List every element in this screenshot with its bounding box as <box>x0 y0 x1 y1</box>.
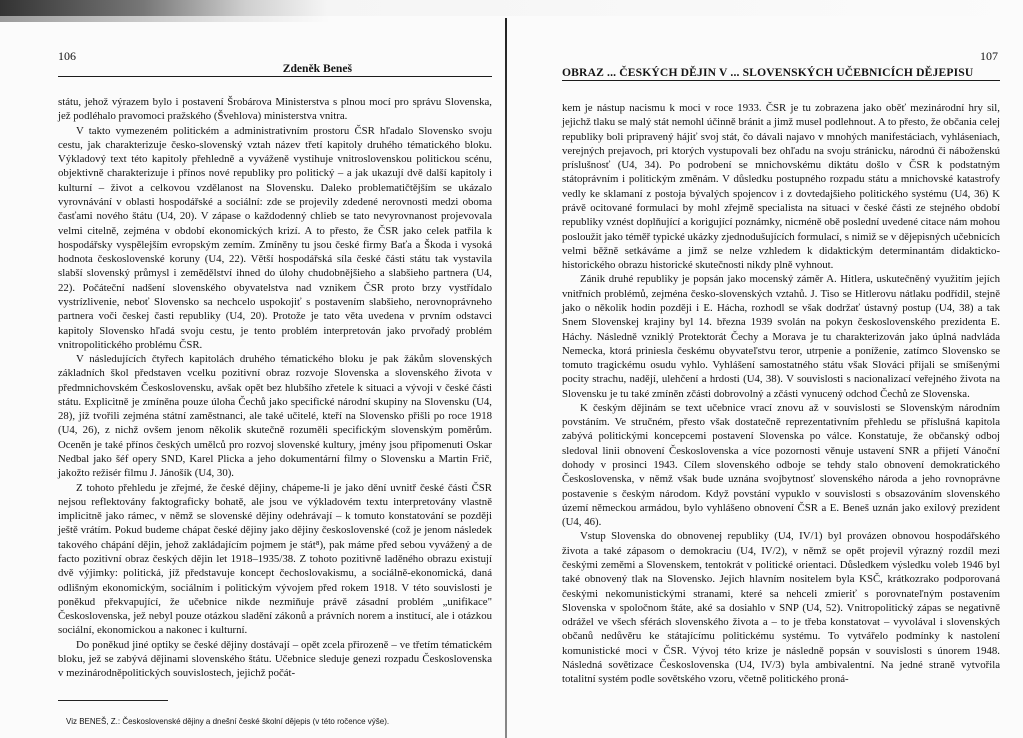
scan-edge-top <box>0 0 1023 16</box>
footnote: Viz BENEŠ, Z.: Československé dějiny a dnešní české školní dějepis (v této ročence výše). <box>66 717 390 726</box>
body-text <box>562 101 1000 687</box>
running-head: OBRAZ ... ČESKÝCH DĚJIN V ... SLOVENSKÝCH UČEBNICÍCH DĚJEPISU <box>562 66 1000 81</box>
body-text <box>58 95 492 681</box>
paragraph: Vstup Slovenska do obnovenej republiky (U4, IV/1) byl provázen obnovou hospodářského života a také zápasom o demokraciu (U4, IV/2), v němž se opět projevil výrazný rozdíl mezi českými zeměmi a Slovenskem, tentokrát v politické orientaci. Důsledkem výsledku voleb 1946 byl také obnovený tlak na Slovensko. Jejich hlavním nositelem byla KSČ, krátkozrako podporovaná českými nekomunistickými stranami, které sa nehceli zmieriť s porovnateľným postavením Slovenska v spoločnom štáte, aké sa dosiahlo v SNP (U4, 52). Vnitropolitický zápas se negativně odrážel ve všech sférách slovenského života a – to je třeba konstatovat – vyvolával i slovenských občanů nedůvěru ke státajícímu politickému systému. To vytvářelo podmínky k nastolení komunistické moci v ČSR. Vývoj této krize je následně popsán v souvislosti s únorem 1948. Následná sovětizace Československa (U4, IV/3) byla ambivalentní. Na jedné straně vytvořila totalitní systém podle sovětského vzoru, včetně politického proná- <box>562 530 1000 686</box>
paragraph: kem je nástup nacismu k moci v roce 1933. ČSR je tu zobrazena jako oběť mezinárodní hry sil, jejichž tlaku se malý stát nemohl účinně bránit a jimž musel podlehnout. A to přesto, že občania celej republiky boli pripravený hájiť svoj stát, čo dávali najavo v mnohých manifestáciach, vyhláseniach, verejných prejavoch, pri ktorých vystupovali bez ohľadu na svoju stránicku, národnú či náboženskú príslušnosť (U4, 34). Po podrobení se mnichovskému diktátu došlo v ČSR k podstatným státoprávním i politickým změnám. V důsledku postupného rozpadu státu a mnichovské katastrofy vedly ke sklamaní z postoja bývalých spojencov i z dovtedajšieho politického systému (U4, 36) K právě ocitované formulaci by mohl zřejmě specialista na situaci v české části ze stejného období republiky vznést doplňující a korigující poznámky, nicméně obě poslední uvedené citace nám mohou posloužit jako téměř typické ukázky zjednodušujících formulací, s nimiž se v dějepisných učebnicích velmi běžně setkáváme a jimž se nelze vzhledem k didaktickým determinantám didakticko-historického obrazu historické skutečnosti nikdy plně vyhnout. <box>562 102 1000 272</box>
scan-edge-shadow <box>0 16 330 22</box>
running-head: Zdeněk Beneš <box>58 62 492 77</box>
paragraph: Z tohoto přehledu je zřejmé, že české dějiny, chápeme-li je jako dění uvnitř české části ČSR nejsou reflektovány faktograficky bohatě, ale jsou ve výkladovém textu interpretovány vlastně implicitně jako rámec, v němž se slovenské dějiny odehrávají – k tomuto konstatování se později ještě vrátím. Pokud budeme chápat české dějiny jako dějiny československé (což je jenom následek takového chápání dějin, jehož zakládajícím pojmem je stát⁸), pak máme před sebou vyvážený a de facto pozitivní obraz českých dějin let 1918–1935/38. Z tohoto pozitivně laděného obrazu existují dvě výjimky: politická, jíž představuje koncept čechoslovakismu, a sociálně-ekonomická, daná odlišným ekonomickým, sociálním i politickým vývojem před rokem 1918. V této souvislosti je poněkud překvapující, že učebnice nikde nezmiňuje právě zásadní problém „unifikace" Československa, jež nebyl pouze otázkou sladění zákonů a právních norem a institucí, ale i otázkou sociální, ekonomickou a nakonec i kulturní. <box>58 481 492 637</box>
footnote-rule <box>58 700 168 701</box>
paragraph: V následujících čtyřech kapitolách druhého tématického bloku je pak žákům slovenských základních škol představen vcelku pozitivní obraz rozvoje Slovenska a slovenského života v předmnichovském Československu, avšak opět bez hlubšího zřetele k situaci a vývoji v české části státu. Explicitně je zmíněna pouze úloha Čechů jako specifické národní skupiny na Slovensku (U4, 28), jíž tvořili zejména státní zaměstnanci, ale také učitelé, kteří na Slovensko přišli po roce 1918 (U4, 26), z nichž ovšem jenom několik skutečně rozuměli specifickým slovenským poměrům. Oceněn je také přínos českých umělců pro rozvoj slovenské kultury, jmény jsou připomenuti Oskar Nedbal jako šéf opery SND, Karel Plicka a jeho dokumentární filmy o Slovensku a Martin Frič, jakožto režisér filmu J. Jánošík (U4, 30). <box>58 353 492 480</box>
book-gutter <box>505 18 507 738</box>
page-number: 107 <box>980 49 998 63</box>
paragraph: K českým dějinám se text učebnice vrací znovu až v souvislosti se Slovenským národním povstáním. Ve stručném, přesto však dostatečně reprezentativním přehledu se příslušná kapitola zabývá politickými koncepcemi postavení Slovenska po válce. Konstatuje, že občanský odboj sledoval linii obnovení Československa a více pozornosti věnuje ustavení SNR a přijetí Vánoční dohody v prosinci 1943. Cílem slovenského odboje se tehdy stalo obnovení demokratického Československa, v němž však bude uznána svojbytnosť slovenského národa a jeho rovnoprávne postavenie s českým národom. Když povstání vypuklo v souvislosti s obsazováním slovenského území německou armádou, bylo vyhlášeno obnovení ČSR a E. Beneš uznán jako exilový prezident (U4, 46). <box>562 401 1000 529</box>
paragraph: Zánik druhé republiky je popsán jako mocenský záměr A. Hitlera, uskutečněný využitím jejích vnitřních problémů, zejména česko-slovenských vztahů. J. Tiso se Hitlerovu nátlaku podřídil, stejně jako o několik hodin později i E. Hácha, rozhodl se však dodržať ústavný postup (U4, 38) a tak Snem Slovenskej krajiny byl 14. března 1939 svolán na pokyn československého prezidenta E. Háchy. Následně vzniklý Protektorát Čechy a Morava je tu charakterizován jako úplná nadvláda Nemecka, ktorá priniesla českému obyvateľstvu teror, utrpenie a poníženie, zatímco Slovensko se tomuto tragickému osudu vyhlo. Vyhlášení samostatného státu však Slováci přijali se smíšenými pocity strachu, nadějí, ulehčení a hrdosti (U4, 38). V souvislosti s nacionalizací veřejného života na Slovensku je tu také zmíněn zčásti dobrovolný a zčásti vynucený odchod Čechů ze Slovenska. <box>562 273 1000 400</box>
page-number: 106 <box>58 49 76 63</box>
paragraph: státu, jehož výrazem bylo i postavení Šrobárova Ministerstva s plnou mocí pro správu Slovenska, jež podléhalo pravomoci pražského (Švehlova) ministerstva vnitra. <box>58 96 492 123</box>
paragraph: Do poněkud jiné optiky se české dějiny dostávají – opět zcela přirozeně – ve třetím tématickém bloku, jež se zabývá dějinami slovenského štátu. Učebnice sleduje genezi rozpadu Československa v mezinárodněpolitických souvislostech, jejichž počát- <box>58 638 492 680</box>
paragraph: V takto vymezeném politickém a administrativním prostoru ČSR hľadalo Slovensko svoju cestu, jak charakterizuje česko-slovenský vztah název třetí kapitoly druhého tématického bloku. Výkladový text této kapitoly přehledně a vyváženě vystihuje vnitroslovenskou politickou scénu, objektivně charakterizuje i přínos nové republiky pro politický – a jak ukazují dvě další kapitoly i kulturní – život a celkovou vzdělanost na Slovensku. Daleko problematičtějším se ukázalo vyrovnávání v oblasti hospodářské a sociální: zde se projevily zdedené nerovnosti medzi oboma časťami nového štátu (U4, 20). V zápase o každodenný chlieb se tato nevyrovnanost projevovala velmi citelně, zejména v období ekonomických krizí. A to přesto, že ČSR jako celek patřila k hospodářsky vyspělejším evropským zemím. Zmíněny tu jsou české firmy Baťa a Škoda i vysoká hodnota československé koruny (U4, 22). Větší hospodářská síla české části státu tak vystavila slabší slovenský průmysl i zemědělství ihned do úlohy chudobnějšieho a slabšieho partnera (U4, 22). Počáteční nadšení slovenského obyvatelstva nad vznikem ČSR proto brzy vystřídalo vystrízlivenie, neboť Slovensko sa nechcelo uspokojiť s postavením slabšieho, nerovnoprávneho partnera voči českej časti republiky (U4, 20). Protože je tato věta uvedena v prvním odstavci kapitoly Slovensko hľadá svoju cestu, je tento problém interpretován jako prvořadý problém vnitropolitického problému ČSR. <box>58 124 492 351</box>
